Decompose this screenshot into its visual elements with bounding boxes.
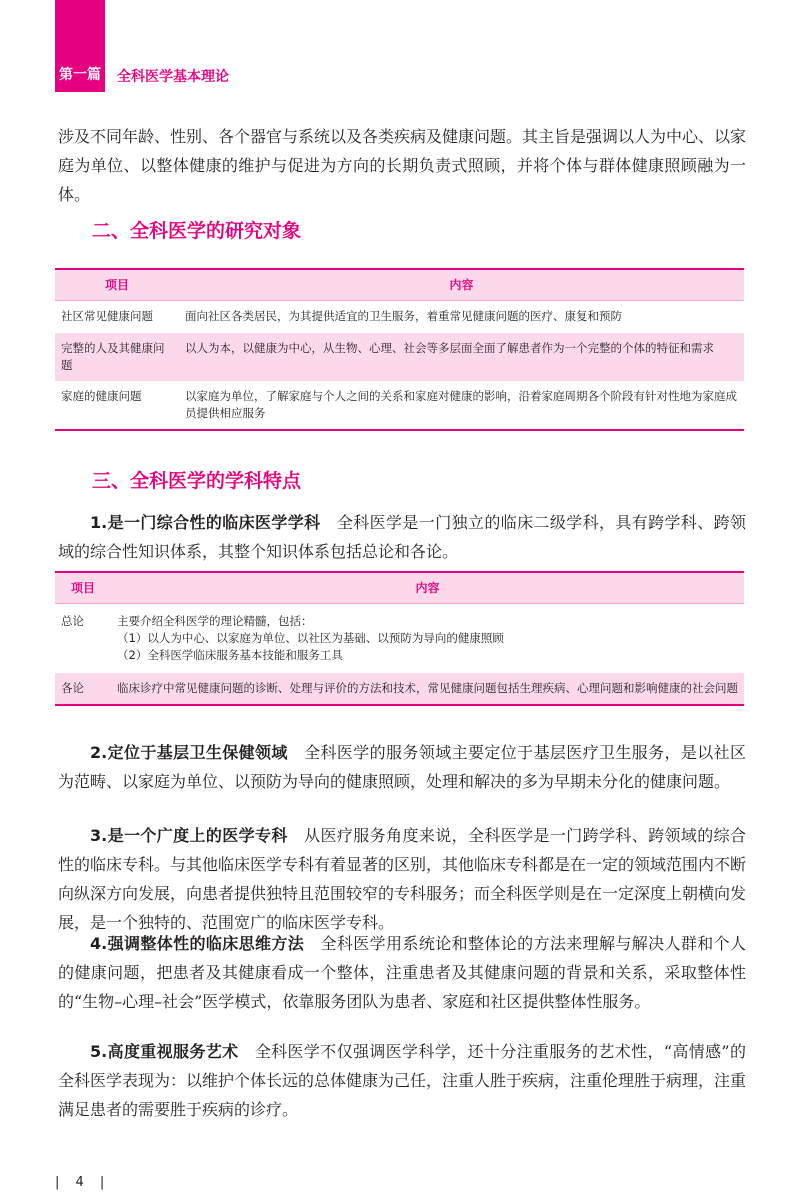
table-header-content: 内容 [111, 572, 744, 604]
table-cell-item: 总论 [61, 614, 84, 628]
table-cell-content [111, 604, 744, 674]
table-cell-item: 社区常见健康问题 [61, 309, 153, 324]
knowledge-system-table [55, 571, 744, 706]
table-cell-item: 各论 [55, 673, 111, 705]
feature-paragraph-5 [58, 1037, 746, 1124]
feature-text: 全科医学的服务领域主要定位于基层医疗卫生服务，是以社区为范畴、以家庭为单位、以预防为导向的健康照顾，处理和解决的多为早期未分化的健康问题。 [58, 743, 746, 791]
feature-number: 3. [90, 826, 108, 845]
feature-paragraph-4 [58, 929, 746, 1016]
section-3-title: 三、全科医学的学科特点 [92, 470, 302, 492]
feature-text: 全科医学用系统论和整体论的方法来理解与解决人群和个人的健康问题，把患者及其健康看成一个整体，注重患者及其健康问题的背景和关系，采取整体性的“生物–心理–社会”医学模式，依靠服务团队为患者、家庭和社区提供整体性服务。 [58, 934, 746, 1011]
table-header-row [55, 269, 744, 301]
table-header-item: 项目 [55, 572, 111, 604]
section-2-title: 二、全科医学的研究对象 [92, 220, 302, 242]
table-line: 主要介绍全科医学的理论精髓，包括： [117, 614, 313, 628]
feature-lead: 是一门综合性的临床医学学科 [107, 513, 321, 532]
part-title: 全科医学基本理论 [117, 69, 229, 85]
research-object-table [55, 268, 744, 431]
table-header-row [55, 572, 744, 604]
chapter-tab [55, 0, 105, 92]
table-cell-content: 临床诊疗中常见健康问题的诊断、处理与评价的方法和技术，常见健康问题包括生理疾病、心理问题和影响健康的社会问题 [111, 673, 744, 705]
feature-number: 1. [90, 513, 108, 532]
feature-lead: 高度重视服务艺术 [107, 1042, 239, 1061]
page-number: | 4 | [55, 1175, 111, 1190]
feature-number: 4. [90, 934, 108, 953]
table-row [55, 604, 744, 674]
table-row [55, 301, 744, 333]
feature-text: 从医疗服务角度来说，全科医学是一门跨学科、跨领域的综合性的临床专科。与其他临床医学专科有着显著的区别，其他临床专科都是在一定的领域范围内不断向纵深方向发展，向患者提供独特且范围较窄的专科服务；而全科医学则是在一定深度上朝横向发展，是一个独特的、范围宽广的临床医学专科。 [58, 826, 747, 932]
table-header-item: 项目 [55, 269, 179, 301]
feature-lead: 是一个广度上的医学专科 [107, 826, 288, 845]
table-row [55, 381, 744, 430]
feature-paragraph-2 [58, 738, 746, 796]
feature-paragraph-1 [58, 508, 746, 566]
table-line: （2）全科医学临床服务基本技能和服务工具 [117, 648, 343, 662]
feature-number: 5. [90, 1042, 108, 1061]
feature-text: 全科医学是一门独立的临床二级学科，具有跨学科、跨领域的综合性知识体系，其整个知识体系包括总论和各论。 [58, 513, 746, 561]
feature-number: 2. [90, 743, 108, 762]
feature-paragraph-3 [58, 821, 746, 937]
table-cell-item: 完整的人及其健康问题 [55, 333, 179, 381]
table-header-content: 内容 [179, 269, 744, 301]
table-row [55, 333, 744, 381]
feature-lead: 强调整体性的临床思维方法 [107, 934, 305, 953]
table-cell-content: 以家庭为单位，了解家庭与个人之间的关系和家庭对健康的影响，沿着家庭周期各个阶段有针对性地为家庭成员提供相应服务 [185, 388, 737, 420]
table-row [55, 673, 744, 705]
table-cell-item: 家庭的健康问题 [61, 388, 142, 403]
table-line: （1）以人为中心、以家庭为单位、以社区为基础、以预防为导向的健康照顾 [117, 631, 504, 645]
part-label: 第一篇 [59, 67, 101, 83]
table-cell-content: 以人为本，以健康为中心，从生物、心理、社会等多层面全面了解患者作为一个完整的个体的特征和需求 [179, 333, 744, 381]
intro-paragraph: 涉及不同年龄、性别、各个器官与系统以及各类疾病及健康问题。其主旨是强调以人为中心、以家庭为单位、以整体健康的维护与促进为方向的长期负责式照顾，并将个体与群体健康照顾融为一体。 [58, 127, 747, 204]
feature-text: 全科医学不仅强调医学科学，还十分注重服务的艺术性，“高情感”的全科医学表现为：以维护个体长远的总体健康为己任，注重人胜于疾病，注重伦理胜于病理，注重满足患者的需要胜于疾病的诊疗。 [58, 1042, 747, 1119]
table-cell-content: 面向社区各类居民，为其提供适宜的卫生服务，着重常见健康问题的医疗、康复和预防 [185, 309, 622, 324]
feature-lead: 定位于基层卫生保健领域 [107, 743, 288, 762]
